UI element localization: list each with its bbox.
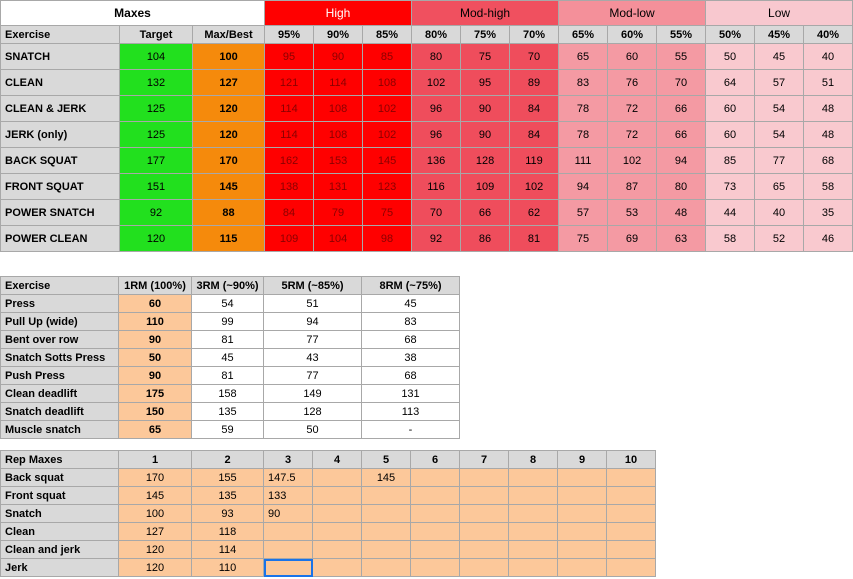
maxes-row	[1, 148, 853, 174]
rep-header-cell[interactable]: Rep Maxes	[1, 451, 119, 469]
rm-value-cell[interactable]: 135	[192, 403, 264, 421]
rep-value-cell[interactable]	[362, 541, 411, 559]
rm-header-cell[interactable]: 8RM (~75%)	[362, 277, 460, 295]
maxes-value-cell[interactable]: 138	[265, 174, 314, 200]
maxes-value-cell[interactable]: 131	[314, 174, 363, 200]
rep-value-cell[interactable]: 114	[192, 541, 264, 559]
maxes-value-cell[interactable]: 66	[657, 96, 706, 122]
rep-value-cell[interactable]	[362, 523, 411, 541]
rep-row	[1, 469, 656, 487]
maxes-header-cell[interactable]: 95%	[265, 26, 314, 44]
rm-value-cell[interactable]: 110	[119, 313, 192, 331]
maxes-value-cell[interactable]: 125	[120, 122, 193, 148]
rep-value-cell[interactable]	[313, 523, 362, 541]
maxes-row	[1, 122, 853, 148]
maxes-value-cell[interactable]: 51	[804, 70, 853, 96]
rm-value-cell[interactable]: -	[362, 421, 460, 439]
rep-value-cell[interactable]	[607, 523, 656, 541]
maxes-value-cell[interactable]: 116	[412, 174, 461, 200]
maxes-value-cell[interactable]: 88	[193, 200, 265, 226]
maxes-value-cell[interactable]: 35	[804, 200, 853, 226]
rep-value-cell[interactable]: 145	[119, 487, 192, 505]
rep-value-cell[interactable]: 110	[192, 559, 264, 577]
maxes-value-cell[interactable]: 87	[608, 174, 657, 200]
maxes-value-cell[interactable]: 66	[461, 200, 510, 226]
rep-header-row	[1, 451, 656, 469]
maxes-value-cell[interactable]: 111	[559, 148, 608, 174]
rep-row	[1, 505, 656, 523]
selected-cell[interactable]	[264, 559, 313, 577]
rep-max-estimates-table	[0, 276, 460, 439]
maxes-value-cell[interactable]: 92	[412, 226, 461, 252]
rm-value-cell[interactable]: 99	[192, 313, 264, 331]
maxes-value-cell[interactable]: 145	[363, 148, 412, 174]
rm-exercise-cell[interactable]: Push Press	[1, 367, 119, 385]
maxes-value-cell[interactable]: 83	[559, 70, 608, 96]
rm-header-row	[1, 277, 460, 295]
rep-value-cell[interactable]	[362, 505, 411, 523]
rep-header-cell[interactable]: 4	[313, 451, 362, 469]
maxes-value-cell[interactable]: 54	[755, 96, 804, 122]
maxes-value-cell[interactable]: 44	[706, 200, 755, 226]
maxes-value-cell[interactable]: 120	[193, 96, 265, 122]
rep-exercise-cell[interactable]: Snatch	[1, 505, 119, 523]
rm-row	[1, 421, 460, 439]
rep-value-cell[interactable]	[509, 559, 558, 577]
rm-exercise-cell[interactable]: Press	[1, 295, 119, 313]
maxes-value-cell[interactable]: 132	[120, 70, 193, 96]
band-mod-low-cell[interactable]: Mod-low	[559, 1, 706, 26]
maxes-value-cell[interactable]: 68	[804, 148, 853, 174]
maxes-value-cell[interactable]: 53	[608, 200, 657, 226]
maxes-value-cell[interactable]: 102	[363, 96, 412, 122]
maxes-value-cell[interactable]: 75	[461, 44, 510, 70]
maxes-value-cell[interactable]: 96	[412, 96, 461, 122]
maxes-value-cell[interactable]: 119	[510, 148, 559, 174]
maxes-value-cell[interactable]: 45	[755, 44, 804, 70]
rep-exercise-cell[interactable]: Back squat	[1, 469, 119, 487]
maxes-value-cell[interactable]: 76	[608, 70, 657, 96]
rm-value-cell[interactable]: 113	[362, 403, 460, 421]
maxes-exercise-cell[interactable]: BACK SQUAT	[1, 148, 120, 174]
maxes-value-cell[interactable]: 153	[314, 148, 363, 174]
maxes-value-cell[interactable]: 54	[755, 122, 804, 148]
rm-row	[1, 331, 460, 349]
maxes-value-cell[interactable]: 90	[461, 122, 510, 148]
maxes-value-cell[interactable]: 100	[193, 44, 265, 70]
maxes-value-cell[interactable]: 58	[804, 174, 853, 200]
rm-value-cell[interactable]: 45	[362, 295, 460, 313]
maxes-value-cell[interactable]: 162	[265, 148, 314, 174]
rep-exercise-cell[interactable]: Clean and jerk	[1, 541, 119, 559]
maxes-value-cell[interactable]: 60	[706, 96, 755, 122]
rep-value-cell[interactable]: 135	[192, 487, 264, 505]
rep-value-cell[interactable]	[313, 559, 362, 577]
rep-row	[1, 523, 656, 541]
maxes-value-cell[interactable]: 102	[510, 174, 559, 200]
rep-value-cell[interactable]	[362, 559, 411, 577]
band-mod-high-cell[interactable]: Mod-high	[412, 1, 559, 26]
maxes-header-cell[interactable]: 70%	[510, 26, 559, 44]
rep-row	[1, 487, 656, 505]
rm-value-cell[interactable]: 175	[119, 385, 192, 403]
maxes-header-cell[interactable]: Target	[120, 26, 193, 44]
rm-value-cell[interactable]: 128	[264, 403, 362, 421]
maxes-value-cell[interactable]: 78	[559, 96, 608, 122]
maxes-value-cell[interactable]: 62	[510, 200, 559, 226]
maxes-header-cell[interactable]: 75%	[461, 26, 510, 44]
maxes-value-cell[interactable]: 90	[461, 96, 510, 122]
maxes-value-cell[interactable]: 114	[265, 122, 314, 148]
rep-value-cell[interactable]	[509, 541, 558, 559]
maxes-value-cell[interactable]: 48	[804, 122, 853, 148]
rep-value-cell[interactable]: 155	[192, 469, 264, 487]
rm-value-cell[interactable]: 43	[264, 349, 362, 367]
rep-value-cell[interactable]	[313, 469, 362, 487]
maxes-exercise-cell[interactable]: SNATCH	[1, 44, 120, 70]
maxes-value-cell[interactable]: 72	[608, 96, 657, 122]
rm-value-cell[interactable]: 94	[264, 313, 362, 331]
rep-value-cell[interactable]	[411, 469, 460, 487]
maxes-value-cell[interactable]: 72	[608, 122, 657, 148]
maxes-value-cell[interactable]: 94	[657, 148, 706, 174]
maxes-exercise-cell[interactable]: POWER CLEAN	[1, 226, 120, 252]
maxes-header-cell[interactable]: 65%	[559, 26, 608, 44]
maxes-value-cell[interactable]: 94	[559, 174, 608, 200]
rep-header-cell[interactable]: 6	[411, 451, 460, 469]
rm-value-cell[interactable]: 150	[119, 403, 192, 421]
maxes-value-cell[interactable]: 64	[706, 70, 755, 96]
rm-value-cell[interactable]: 54	[192, 295, 264, 313]
rm-exercise-cell[interactable]: Pull Up (wide)	[1, 313, 119, 331]
maxes-value-cell[interactable]: 123	[363, 174, 412, 200]
rep-header-cell[interactable]: 5	[362, 451, 411, 469]
maxes-row	[1, 44, 853, 70]
maxes-header-cell[interactable]: 50%	[706, 26, 755, 44]
rep-value-cell[interactable]	[362, 487, 411, 505]
maxes-value-cell[interactable]: 73	[706, 174, 755, 200]
rep-header-cell[interactable]: 1	[119, 451, 192, 469]
rep-value-cell[interactable]	[460, 505, 509, 523]
rm-exercise-cell[interactable]: Snatch deadlift	[1, 403, 119, 421]
maxes-value-cell[interactable]: 48	[804, 96, 853, 122]
maxes-value-cell[interactable]: 50	[706, 44, 755, 70]
maxes-value-cell[interactable]: 52	[755, 226, 804, 252]
maxes-value-cell[interactable]: 65	[755, 174, 804, 200]
maxes-row	[1, 174, 853, 200]
rm-row	[1, 385, 460, 403]
rep-row	[1, 541, 656, 559]
rep-value-cell[interactable]	[460, 487, 509, 505]
maxes-row	[1, 226, 853, 252]
rep-value-cell[interactable]	[607, 559, 656, 577]
rep-value-cell[interactable]: 93	[192, 505, 264, 523]
maxes-header-cell[interactable]: 40%	[804, 26, 853, 44]
maxes-value-cell[interactable]: 57	[559, 200, 608, 226]
rep-value-cell[interactable]	[460, 523, 509, 541]
maxes-value-cell[interactable]: 104	[120, 44, 193, 70]
rep-value-cell[interactable]	[607, 469, 656, 487]
maxes-value-cell[interactable]: 151	[120, 174, 193, 200]
rm-value-cell[interactable]: 81	[192, 367, 264, 385]
rm-header-cell[interactable]: Exercise	[1, 277, 119, 295]
maxes-value-cell[interactable]: 66	[657, 122, 706, 148]
maxes-value-cell[interactable]: 108	[314, 96, 363, 122]
maxes-value-cell[interactable]: 48	[657, 200, 706, 226]
rep-value-cell[interactable]	[558, 559, 607, 577]
maxes-value-cell[interactable]: 70	[412, 200, 461, 226]
rm-value-cell[interactable]: 131	[362, 385, 460, 403]
rm-value-cell[interactable]: 77	[264, 367, 362, 385]
rep-value-cell[interactable]: 100	[119, 505, 192, 523]
rm-row	[1, 295, 460, 313]
rm-value-cell[interactable]: 158	[192, 385, 264, 403]
rm-row	[1, 313, 460, 331]
rep-header-cell[interactable]: 2	[192, 451, 264, 469]
maxes-value-cell[interactable]: 95	[265, 44, 314, 70]
maxes-value-cell[interactable]: 69	[608, 226, 657, 252]
maxes-value-cell[interactable]: 85	[363, 44, 412, 70]
maxes-header-cell[interactable]: 85%	[363, 26, 412, 44]
rep-value-cell[interactable]: 127	[119, 523, 192, 541]
maxes-value-cell[interactable]: 80	[412, 44, 461, 70]
maxes-value-cell[interactable]: 58	[706, 226, 755, 252]
rep-value-cell[interactable]	[607, 487, 656, 505]
rep-exercise-cell[interactable]: Jerk	[1, 559, 119, 577]
rep-value-cell[interactable]: 170	[119, 469, 192, 487]
maxes-exercise-cell[interactable]: CLEAN	[1, 70, 120, 96]
maxes-band-row	[1, 1, 853, 26]
maxes-value-cell[interactable]: 40	[755, 200, 804, 226]
maxes-header-cell[interactable]: Exercise	[1, 26, 120, 44]
maxes-value-cell[interactable]: 108	[314, 122, 363, 148]
maxes-row	[1, 200, 853, 226]
maxes-row	[1, 70, 853, 96]
maxes-value-cell[interactable]: 79	[314, 200, 363, 226]
maxes-value-cell[interactable]: 125	[120, 96, 193, 122]
rep-header-cell[interactable]: 10	[607, 451, 656, 469]
maxes-value-cell[interactable]: 95	[461, 70, 510, 96]
maxes-row	[1, 96, 853, 122]
rep-value-cell[interactable]	[313, 505, 362, 523]
rm-value-cell[interactable]: 68	[362, 367, 460, 385]
maxes-value-cell[interactable]: 63	[657, 226, 706, 252]
maxes-value-cell[interactable]: 86	[461, 226, 510, 252]
maxes-header-cell[interactable]: 45%	[755, 26, 804, 44]
maxes-value-cell[interactable]: 170	[193, 148, 265, 174]
rep-value-cell[interactable]	[411, 541, 460, 559]
rm-value-cell[interactable]: 50	[264, 421, 362, 439]
rm-row	[1, 403, 460, 421]
maxes-value-cell[interactable]: 78	[559, 122, 608, 148]
rep-value-cell[interactable]	[509, 523, 558, 541]
maxes-header-cell[interactable]: Max/Best	[193, 26, 265, 44]
rm-value-cell[interactable]: 90	[119, 331, 192, 349]
rep-value-cell[interactable]: 90	[264, 505, 313, 523]
rm-exercise-cell[interactable]: Muscle snatch	[1, 421, 119, 439]
maxes-value-cell[interactable]: 136	[412, 148, 461, 174]
maxes-header-cell[interactable]: 60%	[608, 26, 657, 44]
rep-header-cell[interactable]: 8	[509, 451, 558, 469]
rep-header-cell[interactable]: 9	[558, 451, 607, 469]
maxes-value-cell[interactable]: 120	[120, 226, 193, 252]
maxes-value-cell[interactable]: 60	[706, 122, 755, 148]
maxes-value-cell[interactable]: 114	[265, 96, 314, 122]
maxes-value-cell[interactable]: 70	[657, 70, 706, 96]
band-low-cell[interactable]: Low	[706, 1, 853, 26]
rep-value-cell[interactable]	[607, 505, 656, 523]
rep-value-cell[interactable]	[607, 541, 656, 559]
rep-value-cell[interactable]	[509, 487, 558, 505]
maxes-value-cell[interactable]: 80	[657, 174, 706, 200]
rep-value-cell[interactable]: 145	[362, 469, 411, 487]
maxes-exercise-cell[interactable]: CLEAN & JERK	[1, 96, 120, 122]
maxes-value-cell[interactable]: 84	[510, 96, 559, 122]
rm-value-cell[interactable]: 51	[264, 295, 362, 313]
maxes-value-cell[interactable]: 109	[461, 174, 510, 200]
rm-exercise-cell[interactable]: Bent over row	[1, 331, 119, 349]
rep-value-cell[interactable]	[558, 541, 607, 559]
maxes-value-cell[interactable]: 75	[559, 226, 608, 252]
band-high-cell[interactable]: High	[265, 1, 412, 26]
maxes-value-cell[interactable]: 70	[510, 44, 559, 70]
rm-value-cell[interactable]: 77	[264, 331, 362, 349]
rep-value-cell[interactable]: 120	[119, 559, 192, 577]
maxes-title-cell[interactable]: Maxes	[1, 1, 265, 26]
rm-header-cell[interactable]: 3RM (~90%)	[192, 277, 264, 295]
maxes-value-cell[interactable]: 102	[412, 70, 461, 96]
maxes-value-cell[interactable]: 75	[363, 200, 412, 226]
rep-value-cell[interactable]: 120	[119, 541, 192, 559]
maxes-value-cell[interactable]: 89	[510, 70, 559, 96]
rep-value-cell[interactable]	[460, 559, 509, 577]
rm-value-cell[interactable]: 149	[264, 385, 362, 403]
maxes-value-cell[interactable]: 84	[265, 200, 314, 226]
maxes-value-cell[interactable]: 46	[804, 226, 853, 252]
rm-value-cell[interactable]: 59	[192, 421, 264, 439]
maxes-value-cell[interactable]: 128	[461, 148, 510, 174]
maxes-value-cell[interactable]: 104	[314, 226, 363, 252]
rep-exercise-cell[interactable]: Front squat	[1, 487, 119, 505]
maxes-value-cell[interactable]: 92	[120, 200, 193, 226]
rm-row	[1, 349, 460, 367]
maxes-value-cell[interactable]: 57	[755, 70, 804, 96]
rm-exercise-cell[interactable]: Snatch Sotts Press	[1, 349, 119, 367]
maxes-value-cell[interactable]: 65	[559, 44, 608, 70]
maxes-value-cell[interactable]: 177	[120, 148, 193, 174]
rep-value-cell[interactable]	[558, 523, 607, 541]
rm-value-cell[interactable]: 45	[192, 349, 264, 367]
rm-header-cell[interactable]: 5RM (~85%)	[264, 277, 362, 295]
maxes-value-cell[interactable]: 40	[804, 44, 853, 70]
maxes-value-cell[interactable]: 120	[193, 122, 265, 148]
maxes-value-cell[interactable]: 145	[193, 174, 265, 200]
rm-value-cell[interactable]: 81	[192, 331, 264, 349]
maxes-value-cell[interactable]: 55	[657, 44, 706, 70]
maxes-header-cell[interactable]: 90%	[314, 26, 363, 44]
rep-value-cell[interactable]	[460, 541, 509, 559]
rep-header-cell[interactable]: 7	[460, 451, 509, 469]
maxes-header-cell[interactable]: 80%	[412, 26, 461, 44]
maxes-value-cell[interactable]: 127	[193, 70, 265, 96]
maxes-value-cell[interactable]: 85	[706, 148, 755, 174]
rep-exercise-cell[interactable]: Clean	[1, 523, 119, 541]
maxes-value-cell[interactable]: 102	[608, 148, 657, 174]
rep-value-cell[interactable]	[558, 487, 607, 505]
maxes-table	[0, 0, 853, 252]
rep-value-cell[interactable]	[411, 559, 460, 577]
rep-row	[1, 559, 656, 577]
maxes-value-cell[interactable]: 114	[314, 70, 363, 96]
rm-value-cell[interactable]: 68	[362, 331, 460, 349]
rm-exercise-cell[interactable]: Clean deadlift	[1, 385, 119, 403]
rm-row	[1, 367, 460, 385]
rm-value-cell[interactable]: 83	[362, 313, 460, 331]
rep-value-cell[interactable]	[411, 523, 460, 541]
rep-value-cell[interactable]	[558, 505, 607, 523]
maxes-value-cell[interactable]: 77	[755, 148, 804, 174]
maxes-exercise-cell[interactable]: FRONT SQUAT	[1, 174, 120, 200]
rep-value-cell[interactable]	[460, 469, 509, 487]
rep-value-cell[interactable]	[313, 541, 362, 559]
rm-value-cell[interactable]: 90	[119, 367, 192, 385]
maxes-value-cell[interactable]: 109	[265, 226, 314, 252]
maxes-value-cell[interactable]: 115	[193, 226, 265, 252]
rep-value-cell[interactable]: 147.5	[264, 469, 313, 487]
maxes-value-cell[interactable]: 90	[314, 44, 363, 70]
maxes-exercise-cell[interactable]: JERK (only)	[1, 122, 120, 148]
rep-header-cell[interactable]: 3	[264, 451, 313, 469]
rm-value-cell[interactable]: 65	[119, 421, 192, 439]
rep-value-cell[interactable]	[313, 487, 362, 505]
rep-value-cell[interactable]	[264, 523, 313, 541]
rep-value-cell[interactable]	[411, 487, 460, 505]
rep-value-cell[interactable]: 133	[264, 487, 313, 505]
rep-value-cell[interactable]	[411, 505, 460, 523]
maxes-value-cell[interactable]: 108	[363, 70, 412, 96]
maxes-value-cell[interactable]: 98	[363, 226, 412, 252]
maxes-exercise-cell[interactable]: POWER SNATCH	[1, 200, 120, 226]
maxes-value-cell[interactable]: 121	[265, 70, 314, 96]
maxes-value-cell[interactable]: 96	[412, 122, 461, 148]
rep-value-cell[interactable]	[264, 541, 313, 559]
maxes-header-row	[1, 26, 853, 44]
rep-value-cell[interactable]	[509, 505, 558, 523]
rep-value-cell[interactable]: 118	[192, 523, 264, 541]
rm-value-cell[interactable]: 60	[119, 295, 192, 313]
maxes-value-cell[interactable]: 102	[363, 122, 412, 148]
rm-value-cell[interactable]: 50	[119, 349, 192, 367]
maxes-header-cell[interactable]: 55%	[657, 26, 706, 44]
rm-header-cell[interactable]: 1RM (100%)	[119, 277, 192, 295]
rm-value-cell[interactable]: 38	[362, 349, 460, 367]
rep-value-cell[interactable]	[509, 469, 558, 487]
rep-value-cell[interactable]	[558, 469, 607, 487]
maxes-value-cell[interactable]: 60	[608, 44, 657, 70]
maxes-value-cell[interactable]: 84	[510, 122, 559, 148]
maxes-value-cell[interactable]: 81	[510, 226, 559, 252]
rep-maxes-table	[0, 450, 656, 577]
